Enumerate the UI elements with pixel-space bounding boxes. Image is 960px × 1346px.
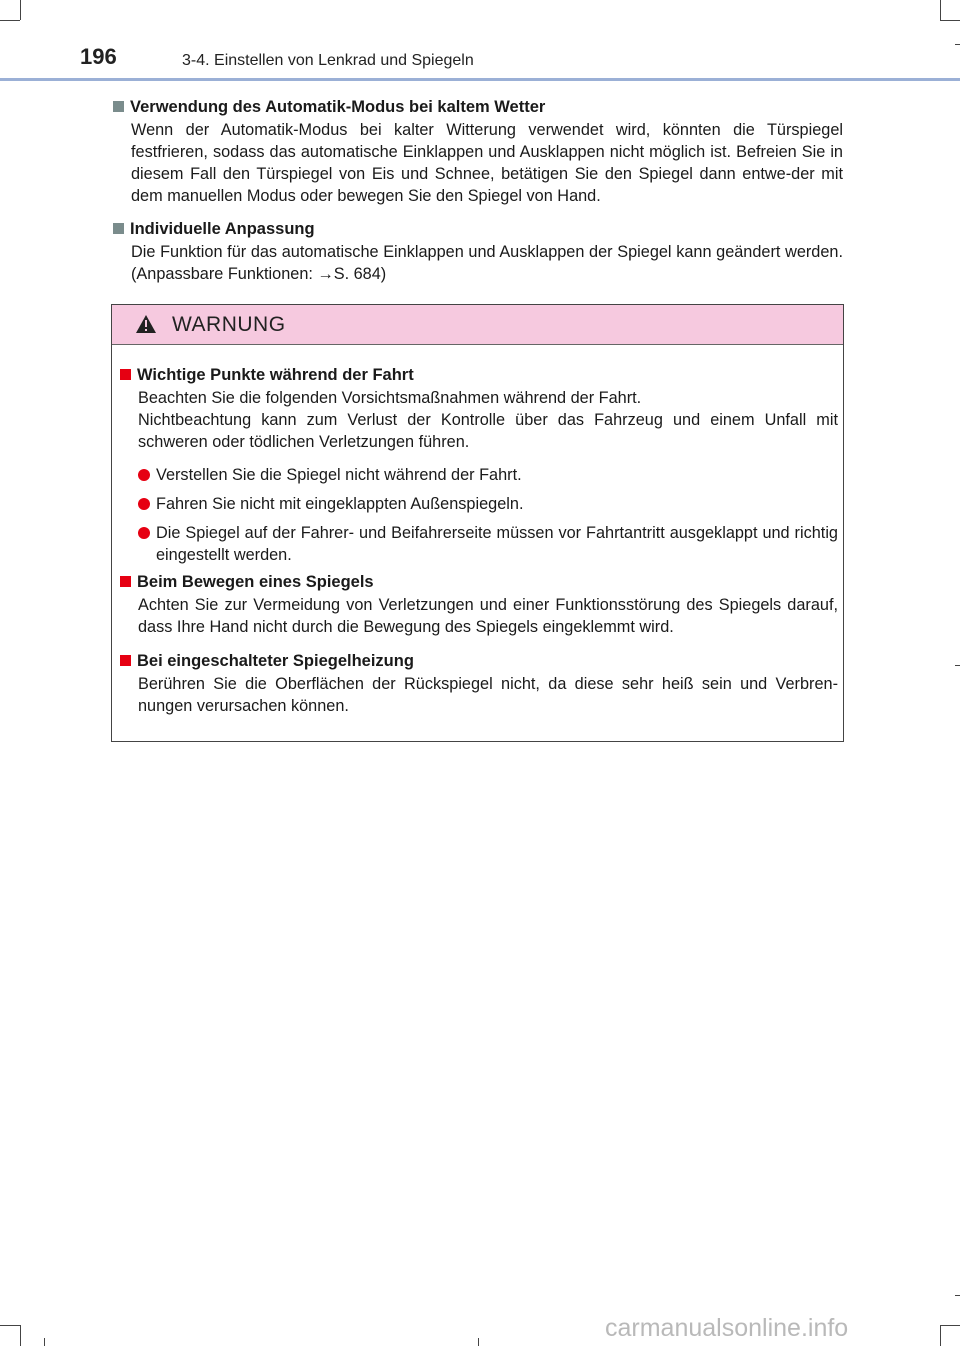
- warning-section-moving-mirror: [120, 570, 838, 638]
- warning-box: [111, 304, 844, 742]
- warning-section-title-text: Bei eingeschalteter Spiegelheizung: [137, 652, 414, 670]
- page-header: [0, 40, 960, 80]
- crop-mark: [20, 1325, 21, 1346]
- warning-header: [112, 305, 843, 345]
- section-customization: [113, 217, 843, 285]
- section-title: [113, 217, 843, 241]
- chapter-title: 3-4. Einstellen von Lenkrad und Spiegeln: [182, 52, 474, 69]
- warning-bullet: [138, 493, 838, 515]
- bullet-dot-icon: [138, 469, 150, 481]
- warning-triangle-icon: [135, 314, 157, 334]
- section-title-text: Verwendung des Automatik-Modus bei kaltem Wetter: [130, 98, 546, 116]
- warning-text: Achten Sie zur Vermeidung von Verletzungen und einer Funktionsstörung des Spiegels darauf, dass Ihre Hand nicht durch die Bewegung des Spiegels eingeklemmt wird.: [138, 596, 838, 636]
- warning-section-title: [120, 570, 838, 594]
- square-marker-icon: [113, 101, 124, 112]
- warning-bullet: [138, 522, 838, 566]
- warning-text: Berühren Sie die Oberflächen der Rückspiegel nicht, da diese sehr heiß sein und Verbren-nungen verursachen können.: [138, 675, 838, 715]
- crop-mark: [940, 1325, 960, 1326]
- bullet-text: Fahren Sie nicht mit eingeklappten Außenspiegeln.: [156, 495, 524, 513]
- warning-section-title: [120, 649, 838, 673]
- bullet-text: Die Spiegel auf der Fahrer- und Beifahrerseite müssen vor Fahrtantritt ausgeklappt und richtig eingestellt werden.: [156, 524, 838, 564]
- section-cold-weather: [113, 95, 843, 207]
- square-marker-icon: [120, 576, 131, 587]
- crop-mark: [44, 1338, 45, 1346]
- warning-section-title-text: Beim Bewegen eines Spiegels: [137, 573, 374, 591]
- page-number: 196: [80, 44, 117, 69]
- warning-text: Beachten Sie die folgenden Vorsichtsmaßnahmen während der Fahrt.: [138, 389, 642, 407]
- warning-section-mirror-heater: [120, 649, 838, 717]
- header-rule: [0, 78, 960, 81]
- section-title-text: Individuelle Anpassung: [130, 220, 315, 238]
- section-text: Die Funktion für das automatische Einklappen und Ausklappen der Spiegel kann geändert werden. (Anpassbare Funktionen: →S. 684): [131, 243, 843, 283]
- square-marker-icon: [113, 223, 124, 234]
- section-title: [113, 95, 843, 119]
- crop-mark: [940, 1325, 941, 1346]
- crop-mark: [478, 1338, 479, 1346]
- crop-mark: [0, 1325, 20, 1326]
- bullet-text: Verstellen Sie die Spiegel nicht während der Fahrt.: [156, 466, 522, 484]
- warning-section-title: [120, 363, 838, 387]
- crop-mark: [955, 665, 960, 666]
- footer-watermark: carmanualsonline.info: [605, 1314, 849, 1342]
- square-marker-icon: [120, 655, 131, 666]
- warning-section-title-text: Wichtige Punkte während der Fahrt: [137, 366, 414, 384]
- crop-mark: [940, 20, 960, 21]
- warning-title: WARNUNG: [172, 313, 286, 336]
- warning-bullet: [138, 464, 838, 486]
- bullet-dot-icon: [138, 527, 150, 539]
- crop-mark: [0, 20, 20, 21]
- square-marker-icon: [120, 369, 131, 380]
- crop-mark: [940, 0, 941, 20]
- crop-mark: [955, 1295, 960, 1296]
- bullet-dot-icon: [138, 498, 150, 510]
- section-text: Wenn der Automatik-Modus bei kalter Witterung verwendet wird, könnten die Türspiegel festfrieren, sodass das automatische Einklappen und Ausklappen nicht möglich ist. Befreien Sie in diesem Fall den Türspiegel von Eis und Schnee, betätigen Sie den Spiegel dann entwe-der mit dem manuellen Modus oder bewegen Sie den Spiegel von Hand.: [131, 121, 843, 205]
- crop-mark: [20, 0, 21, 20]
- warning-section-driving: [120, 363, 838, 453]
- warning-text: Nichtbeachtung kann zum Verlust der Kontrolle über das Fahrzeug und einem Unfall mit schweren oder tödlichen Verletzungen führen.: [138, 411, 838, 451]
